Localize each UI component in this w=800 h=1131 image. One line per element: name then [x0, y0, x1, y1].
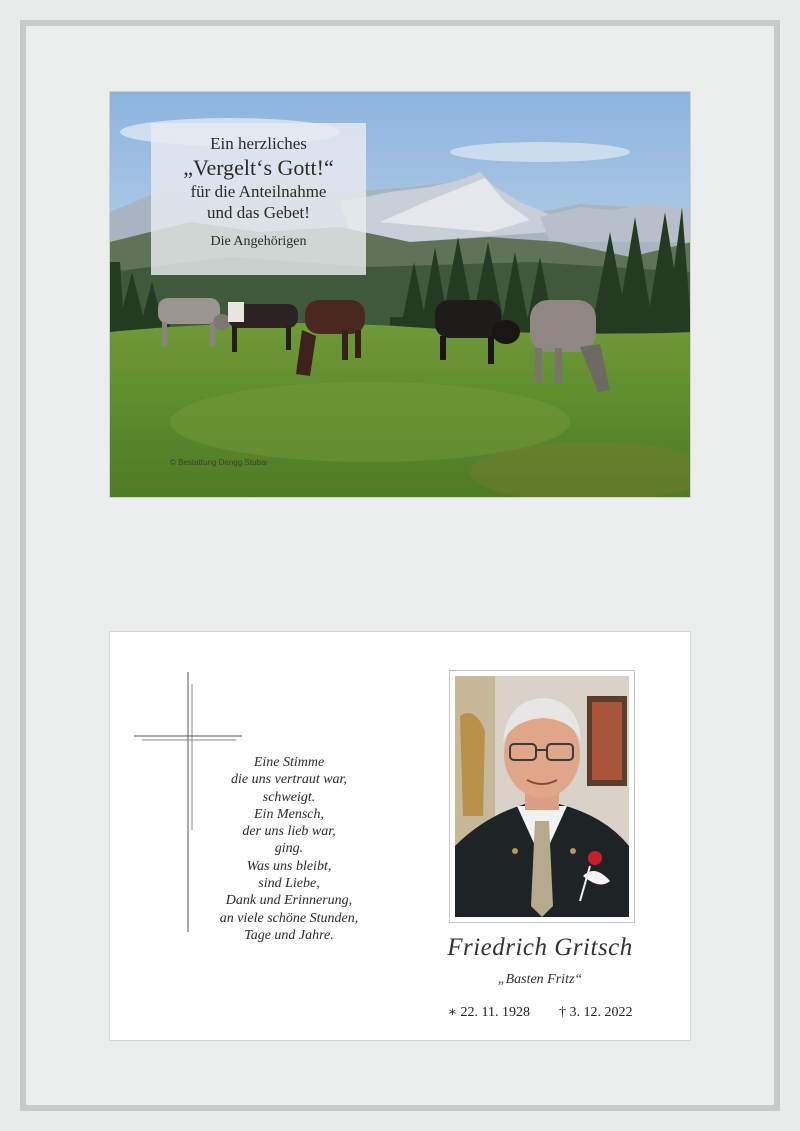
photo-credit: © Bestattung Dengg Stubai [170, 458, 268, 467]
poem-line: sind Liebe, [258, 876, 320, 892]
poem-line: schweigt. [262, 789, 316, 805]
thanks-line-4: und das Gebet! [207, 203, 310, 222]
poem-line: die uns vertraut war, [231, 772, 347, 788]
thanks-line-3: für die Anteilnahme [190, 182, 327, 201]
back-card [109, 631, 691, 1041]
front-card [109, 91, 691, 498]
thanks-line-1: Ein herzliches [210, 134, 307, 153]
life-dates [410, 1004, 670, 1021]
thanks-headline: „Vergelt‘s Gott!“ [183, 155, 334, 180]
poem-line: an viele schöne Stunden, [219, 910, 359, 926]
poem-line: Ein Mensch, [254, 806, 324, 822]
thanks-signature: Die Angehörigen [210, 234, 307, 249]
death-date: 3. 12. 2022 [569, 1005, 633, 1020]
poem [194, 754, 384, 944]
birth-icon: ∗ [447, 1005, 458, 1020]
birth-date: 22. 11. 1928 [460, 1005, 530, 1020]
portrait-photo [455, 676, 629, 917]
thanks-box [151, 123, 366, 275]
portrait-frame [449, 670, 635, 923]
deceased-nickname: „Basten Fritz“ [497, 972, 583, 987]
poem-line: Tage und Jahre. [244, 927, 334, 943]
poem-line: der uns lieb war, [242, 824, 336, 840]
death-cross-icon: † [559, 1005, 566, 1020]
deceased-name: Friedrich Gritsch [447, 934, 633, 961]
poem-line: ging. [274, 841, 304, 857]
poem-line: Dank und Erinnerung, [225, 893, 353, 909]
poem-line: Eine Stimme [253, 755, 325, 770]
poem-line: Was uns bleibt, [246, 858, 332, 874]
